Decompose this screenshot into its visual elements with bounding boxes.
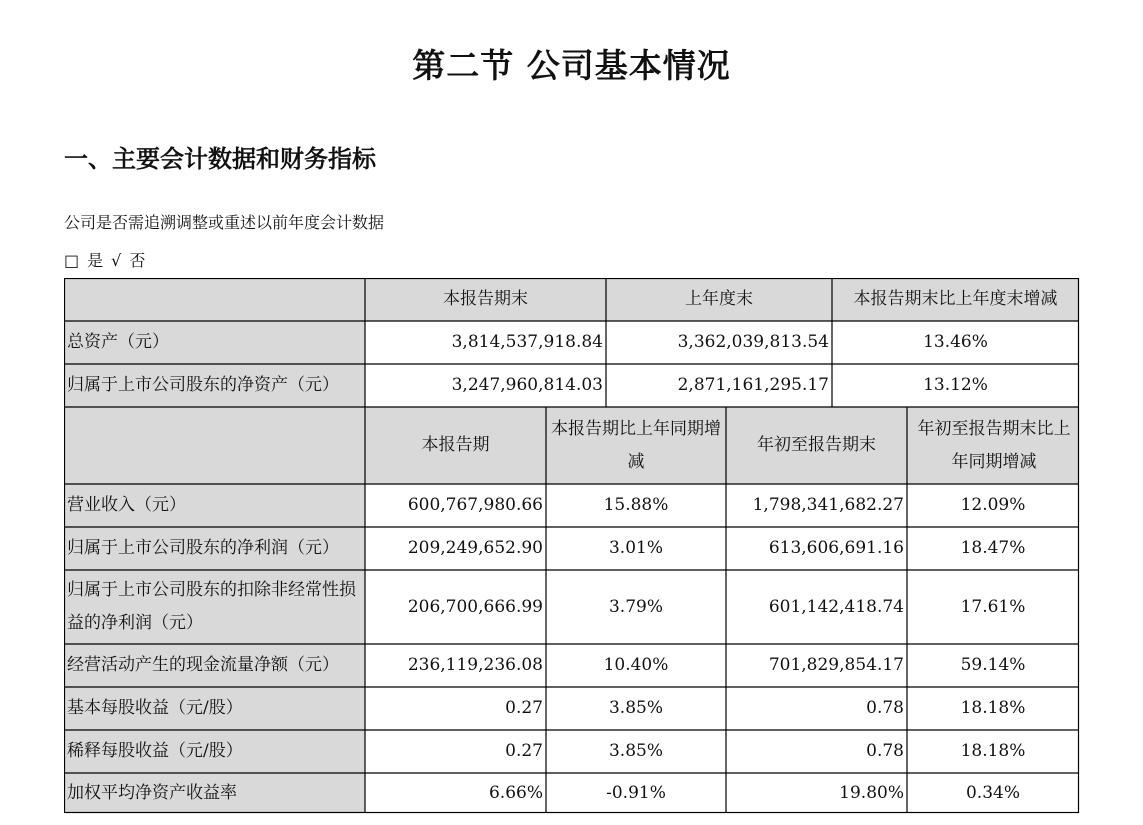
t1-cell-prior: 3,362,039,813.54 [677,332,829,352]
checkmark-icon: √ [111,251,122,270]
t1-row-label: 总资产（元） [67,332,169,352]
t2-cell-period: 0.27 [505,741,543,761]
t2-cell-ytd-change: 17.61% [960,596,1026,617]
checkbox-empty-icon: □ [64,251,80,270]
t2-cell-period: 209,249,652.90 [407,538,543,558]
t2-row-label: 归属于上市公司股东的净利润（元） [67,538,339,558]
t2-cell-ytd: 701,829,854.17 [768,655,904,675]
t2-header-period-change: 本报告期比上年同期增减 [551,418,721,472]
t2-cell-ytd: 0.78 [866,698,904,718]
t2-cell-period-change: -0.91% [606,782,666,803]
t2-row-label: 归属于上市公司股东的扣除非经常性损益的净利润（元） [67,580,356,633]
financial-indicators-table [64,278,1080,814]
t1-row-label: 归属于上市公司股东的净资产（元） [67,375,339,395]
t2-cell-period: 600,767,980.66 [407,495,543,515]
t2-cell-ytd: 19.80% [839,782,904,803]
t2-cell-ytd-change: 0.34% [965,782,1020,803]
t1-cell-current: 3,814,537,918.84 [451,332,603,352]
t1-cell-current: 3,247,960,814.03 [451,375,603,395]
t2-cell-period-change: 3.85% [608,698,663,718]
t2-cell-period: 236,119,236.08 [407,655,543,675]
t2-cell-period-change: 3.85% [608,741,663,761]
restate-question: 公司是否需追溯调整或重述以前年度会计数据 [64,213,385,232]
t2-cell-ytd: 0.78 [866,741,904,761]
t1-header-prior: 上年度末 [685,289,753,309]
t2-row-label: 经营活动产生的现金流量净额（元） [67,655,339,675]
t2-cell-ytd-change: 18.18% [960,741,1026,761]
t1-header-change: 本报告期末比上年度末增减 [853,289,1058,309]
t2-cell-ytd: 613,606,691.16 [768,538,904,558]
t2-cell-ytd-change: 59.14% [960,655,1026,675]
t2-cell-ytd-change: 18.18% [960,698,1026,718]
t2-cell-ytd: 1,798,341,682.27 [752,495,904,515]
option-yes-label: 是 [87,251,104,270]
t2-cell-period: 0.27 [505,698,543,718]
t2-cell-period: 6.66% [488,782,543,803]
t1-cell-prior: 2,871,161,295.17 [677,375,829,395]
t2-row-label: 基本每股收益（元/股） [67,698,243,718]
t2-header-period: 本报告期 [421,435,490,455]
t2-header-ytd: 年初至报告期末 [757,435,876,455]
restate-choice [64,248,153,271]
t2-cell-ytd-change: 18.47% [960,538,1026,558]
t2-cell-period-change: 15.88% [603,495,669,515]
t2-header-ytd-change: 年初至报告期末比上年同期增减 [917,418,1071,472]
t2-cell-period-change: 3.79% [608,596,663,617]
t2-row-label: 稀释每股收益（元/股） [67,741,243,761]
page-title: 第二节 公司基本情况 [412,46,731,85]
t2-row-label: 加权平均净资产收益率 [67,782,237,803]
t2-cell-ytd: 601,142,418.74 [768,596,904,617]
t2-cell-ytd-change: 12.09% [960,495,1026,515]
t1-header-current: 本报告期末 [443,289,528,309]
t1-cell-change: 13.46% [923,332,988,352]
t1-cell-change: 13.12% [923,375,988,395]
t2-cell-period: 206,700,666.99 [407,596,543,617]
t2-row-label: 营业收入（元） [67,495,186,515]
t2-cell-period-change: 3.01% [608,538,663,558]
option-no-label: 否 [129,251,146,270]
t2-cell-period-change: 10.40% [603,655,669,675]
section-heading: 一、主要会计数据和财务指标 [64,145,376,173]
